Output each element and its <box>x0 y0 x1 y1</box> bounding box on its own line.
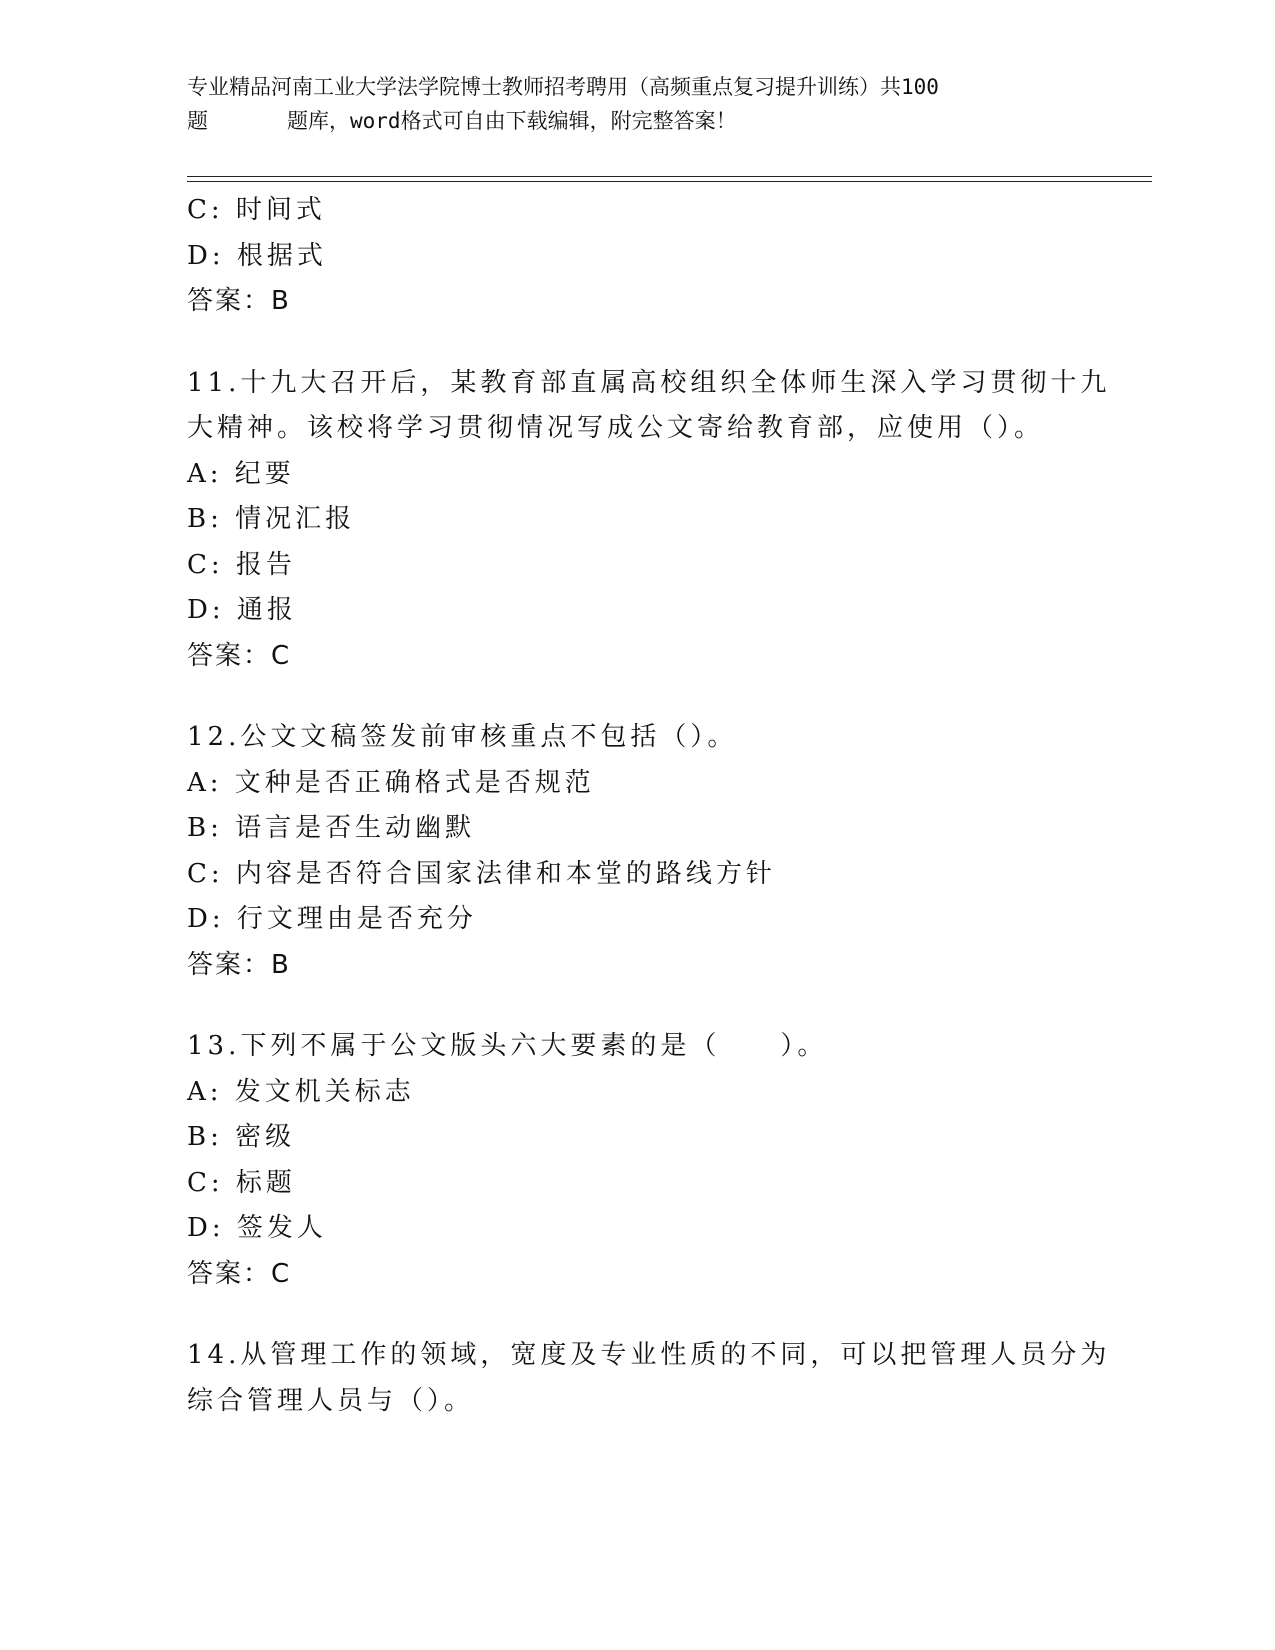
option-line: C: 时间式 <box>187 195 326 225</box>
option-line: C: 标题 <box>187 1167 296 1198</box>
option-line: D: 行文理由是否充分 <box>187 904 477 934</box>
question-13 <box>187 1024 1087 1297</box>
carryover-question <box>187 188 1087 325</box>
question-stem: 综合管理人员与（）。 <box>187 1385 475 1416</box>
option-line: A: 文种是否正确格式是否规范 <box>187 767 595 798</box>
question-14 <box>187 1333 1111 1424</box>
header-title-line-1: 专业精品河南工业大学法学院博士教师招考聘用（高频重点复习提升训练）共100 <box>187 75 939 99</box>
option-line: D: 根据式 <box>187 240 327 271</box>
question-stem: 13.下列不属于公文版头六大要素的是（ ）。 <box>187 1031 828 1061</box>
option-line: B: 语言是否生动幽默 <box>187 813 476 843</box>
header-title-line-2 <box>187 104 1087 138</box>
option-line: A: 发文机关标志 <box>187 1076 415 1107</box>
header-line-2-lead: 题 <box>187 109 208 133</box>
question-11 <box>187 361 1111 680</box>
header-rule-bottom <box>187 181 1152 182</box>
answer-line: 答案：B <box>187 949 291 980</box>
document-body <box>187 188 1111 1424</box>
option-line: B: 密级 <box>187 1122 296 1152</box>
answer-line: 答案：C <box>187 1258 292 1289</box>
option-line: A: 纪要 <box>187 458 295 489</box>
option-line: C: 内容是否符合国家法律和本堂的路线方针 <box>187 858 776 889</box>
header-rule-top <box>187 176 1152 177</box>
question-stem: 11.十九大召开后，某教育部直属高校组织全体师生深入学习贯彻十九 <box>187 367 1111 398</box>
option-line: B: 情况汇报 <box>187 504 356 534</box>
answer-line: 答案：B <box>187 286 291 316</box>
header-line-2-rest: 题库，word格式可自由下载编辑，附完整答案！ <box>287 109 737 133</box>
answer-line: 答案：C <box>187 640 292 671</box>
question-stem: 12.公文文稿签发前审核重点不包括（）。 <box>187 722 738 752</box>
option-line: D: 签发人 <box>187 1213 327 1243</box>
question-12 <box>187 715 1087 988</box>
option-line: C: 报告 <box>187 549 296 580</box>
option-line: D: 通报 <box>187 595 297 625</box>
question-stem: 14.从管理工作的领域，宽度及专业性质的不同，可以把管理人员分为 <box>187 1340 1111 1370</box>
question-stem: 大精神。该校将学习贯彻情况写成公文寄给教育部，应使用（）。 <box>187 413 1045 443</box>
page-header <box>187 70 1087 138</box>
